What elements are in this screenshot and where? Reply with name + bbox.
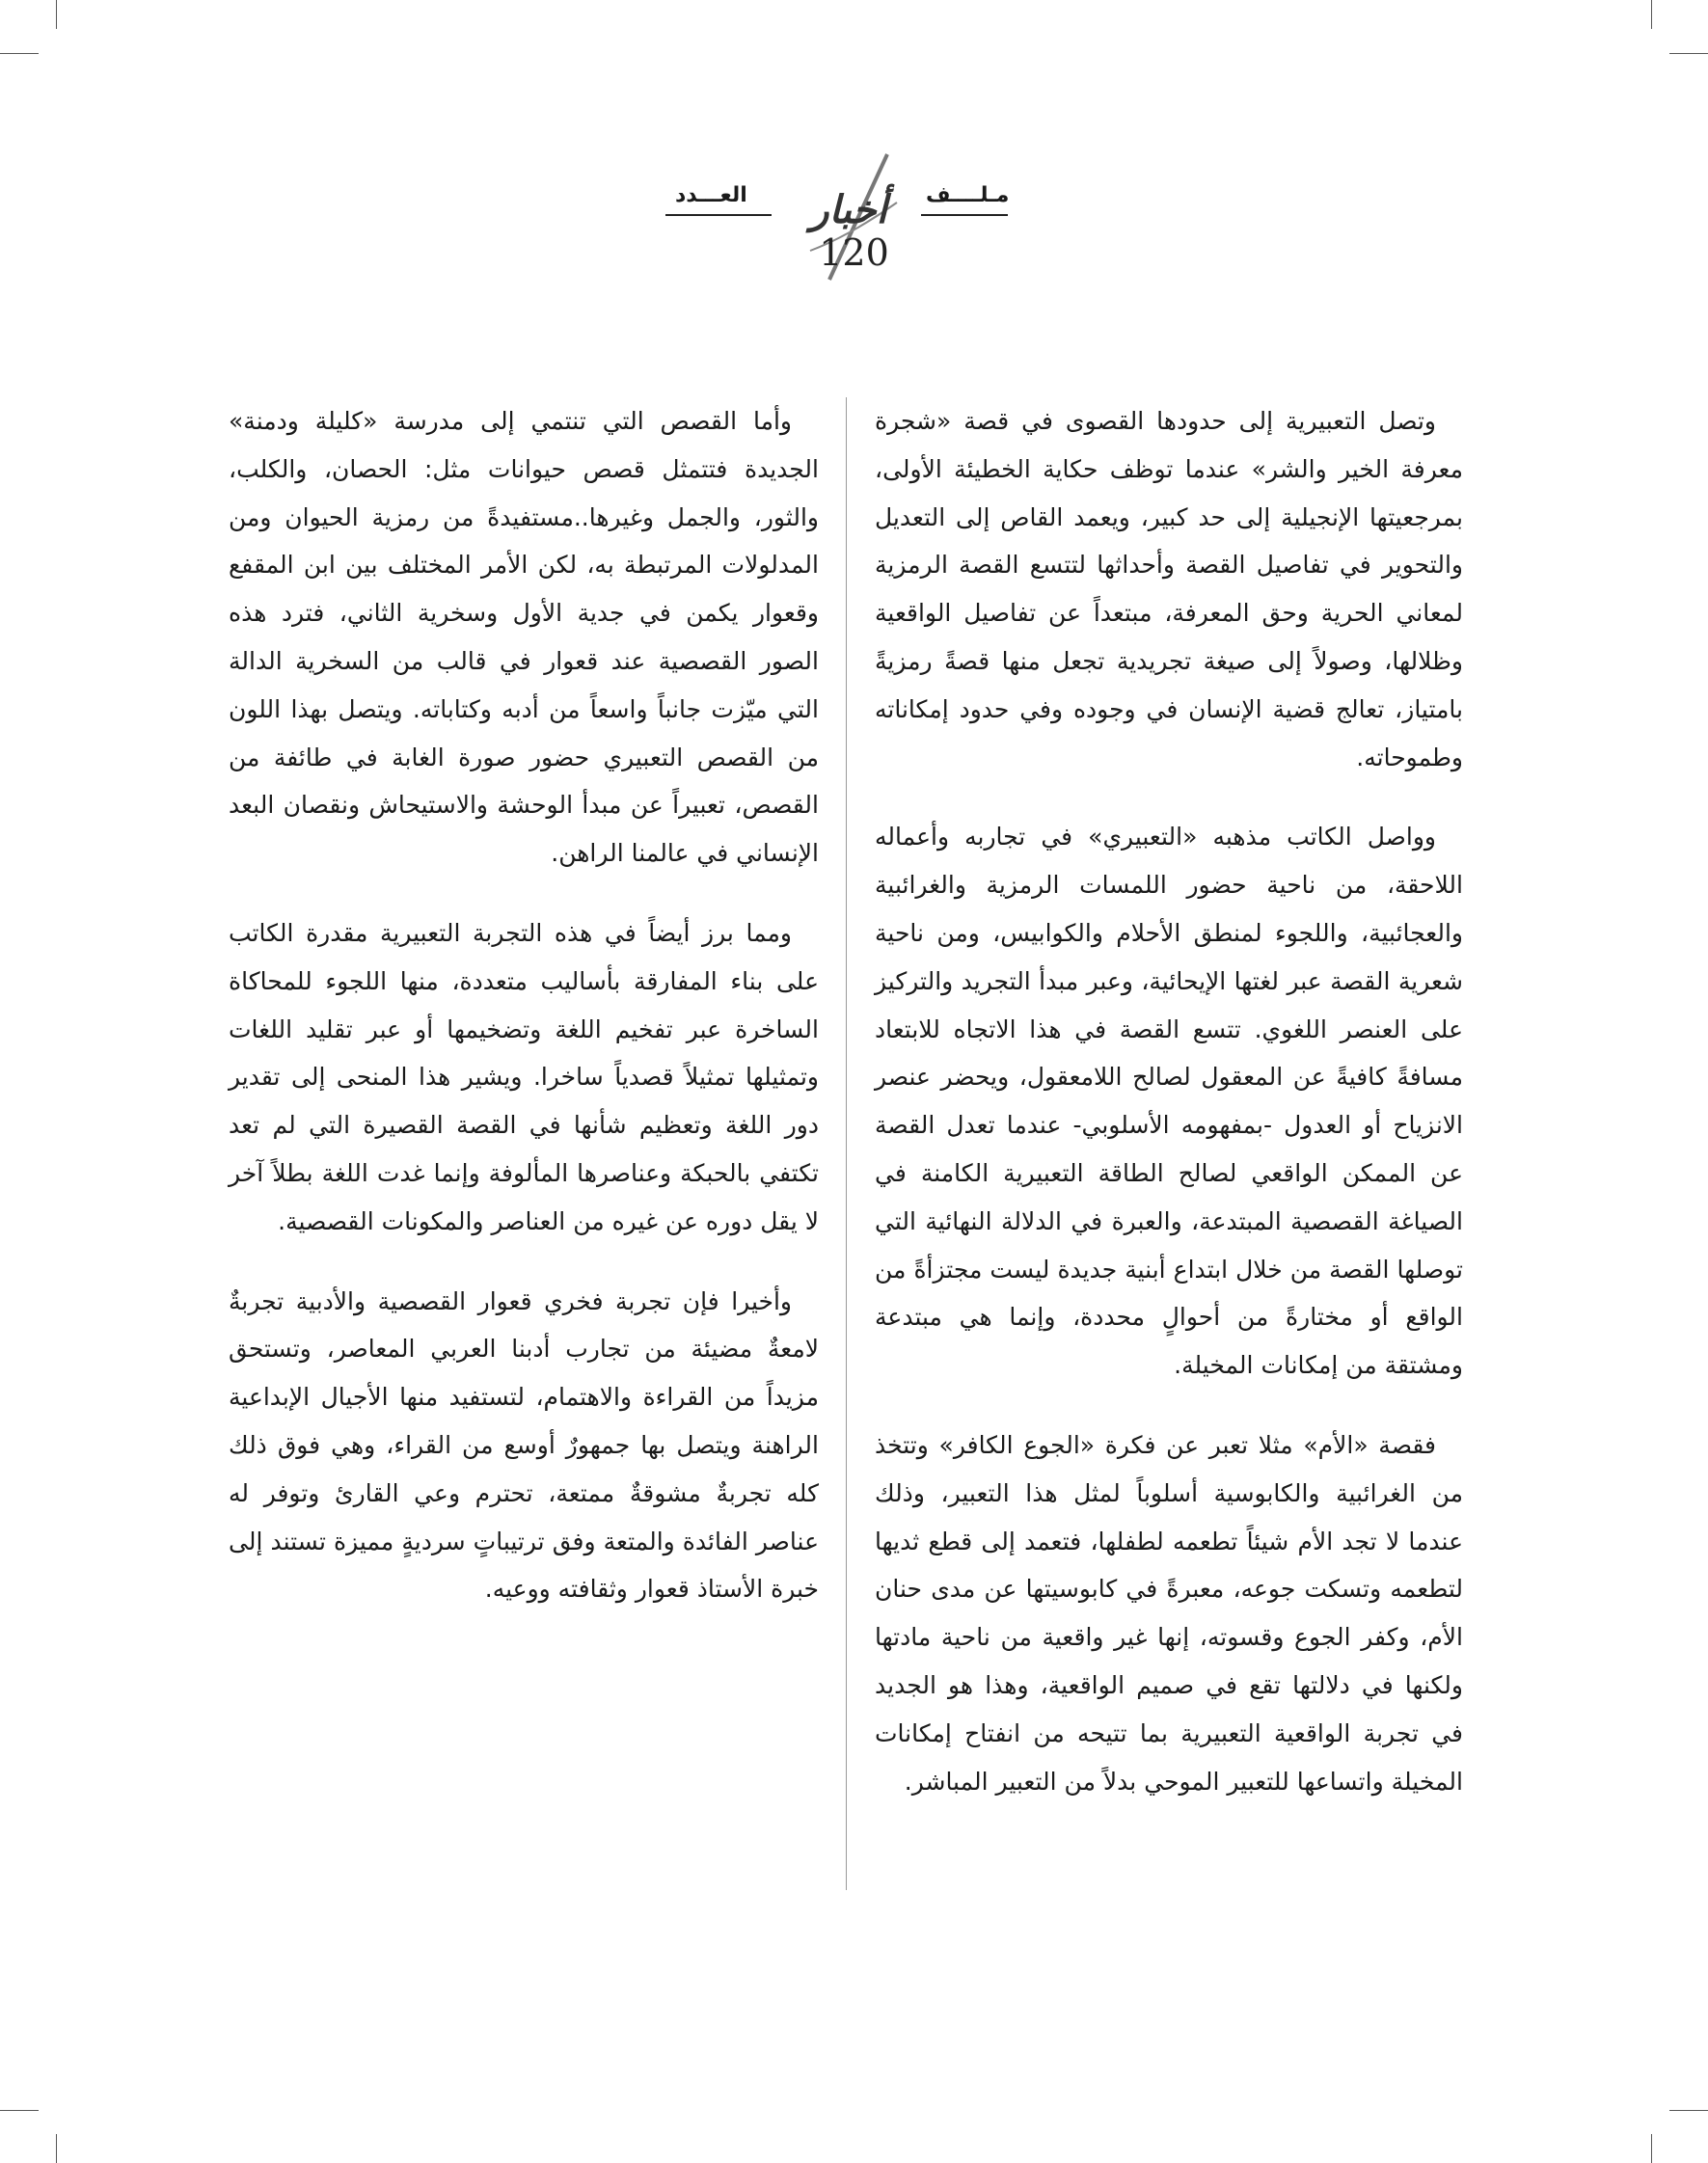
- paragraph: فقصة «الأم» مثلا تعبر عن فكرة «الجوع الكافر» وتتخذ من الغرائبية والكابوسية أسلوباً لمثل هذا التعبير، وذلك عندما لا تجد الأم شيئاً تطعمه لطفلها، فتعمد إلى قطع ثديها لتطعمه وتسكت جوعه، معبرةً في كابوسيتها عن مدى حنان الأم، وكفر الجوع وقسوته، إنها غير واقعية من ناحية مادتها ولكنها في دلالتها تقع في صميم الواقعية، وهذا هو الجديد في تجربة الواقعية التعبيرية بما تتيحه من انفتاح إمكانات المخيلة واتساعها للتعبير الموحي بدلاً من التعبير المباشر.: [875, 1430, 1463, 1796]
- paragraph: وأخيرا فإن تجربة فخري قعوار القصصية والأدبية تجربةٌ لامعةٌ مضيئة من تجارب أدبنا العربي المعاصر، وتستحق مزيداً من القراءة والاهتمام، لتستفيد منها الأجيال الإبداعية الراهنة ويتصل بها جمهورٌ أوسع من القراء، وهي فوق ذلك كله تجربةٌ مشوقةٌ ممتعة، تحترم وعي القارئ وتوفر له عناصر الفائدة والمتعة وفق ترتيباتٍ سرديةٍ مميزة تستند إلى خبرة الأستاذ قعوار وثقافته ووعيه.: [229, 1286, 819, 1604]
- column-divider: [846, 397, 847, 1890]
- page-header: [0, 145, 1708, 289]
- logo-text: أخبار: [810, 187, 887, 232]
- text-column-right: [875, 397, 1463, 1837]
- paragraph: وأما القصص التي تنتمي إلى مدرسة «كليلة ودمنة» الجديدة فتتمثل قصص حيوانات مثل: الحصان، والكلب، والثور، والجمل وغيرها..مستفيدةً من رمزية الحيوان ومن المدلولات المرتبطة به، لكن الأمر المختلف بين ابن المقفع وقعوار يكمن في جدية الأول وسخرية الثاني، فترد هذه الصور القصصية عند قعوار في قالب من السخرية الدالة التي ميّزت جانباً واسعاً من أدبه وكتاباته. ويتصل بهذا اللون من القصص التعبيري حضور صورة الغابة في طائفة من القصص، تعبيراً عن مبدأ الوحشة والاستيحاش ونقصان البعد الإنساني في عالمنا الراهن.: [229, 407, 819, 868]
- crop-mark: [0, 53, 39, 54]
- crop-mark: [56, 0, 57, 29]
- crop-mark: [1669, 2110, 1708, 2111]
- crop-mark: [1651, 2134, 1652, 2163]
- header-right-word: مـلــــف: [926, 183, 1010, 207]
- crop-mark: [1669, 53, 1708, 54]
- crop-mark: [56, 2134, 57, 2163]
- page-number: 120: [819, 231, 889, 274]
- paragraph: ومما برز أيضاً في هذه التجربة التعبيرية مقدرة الكاتب على بناء المفارقة بأساليب متعددة، منها اللجوء للمحاكاة الساخرة عبر تفخيم اللغة وتضخيمها أو عبر تقليد اللغات وتمثيلها تمثيلاً قصدياً ساخرا. ويشير هذا المنحى إلى تقدير دور اللغة وتعظيم شأنها في القصة القصيرة التي لم تعد تكتفي بالحبكة وعناصرها المألوفة وإنما غدت اللغة بطلاً آخر لا يقل دوره عن غيره من العناصر والمكونات القصصية.: [229, 918, 819, 1235]
- text-column-left: [229, 397, 819, 1645]
- header-left-word: العـــدد: [675, 183, 747, 207]
- crop-mark: [0, 2110, 39, 2111]
- crop-mark: [1651, 0, 1652, 29]
- paragraph: وواصل الكاتب مذهبه «التعبيري» في تجاربه وأعماله اللاحقة، من ناحية حضور اللمسات الرمزية والغرائبية والعجائبية، واللجوء لمنطق الأحلام والكوابيس، ومن ناحية شعرية القصة عبر لغتها الإيحائية، وعبر مبدأ التجريد والتركيز على العنصر اللغوي. تتسع القصة في هذا الاتجاه للابتعاد مسافةً كافيةً عن المعقول لصالح اللامعقول، ويحضر عنصر الانزياح أو العدول -بمفهومه الأسلوبي- عندما تعدل القصة عن الممكن الواقعي لصالح الطاقة التعبيرية الكامنة في الصياغة القصصية المبتدعة، والعبرة في الدلالة النهائية التي توصلها القصة من خلال ابتداع أبنية جديدة ليست مجتزأةً من الواقع أو مختارةً من أحوالٍ محددة، وإنما هي مبتدعة ومشتقة من إمكانات المخيلة.: [875, 823, 1463, 1380]
- paragraph: وتصل التعبيرية إلى حدودها القصوى في قصة «شجرة معرفة الخير والشر» عندما توظف حكاية الخطيئة الأولى، بمرجعيتها الإنجيلية إلى حد كبير، ويعمد القاص إلى التعديل والتحوير في تفاصيل القصة وأحداثها لتتسع القصة الرمزية لمعاني الحرية وحق المعرفة، مبتعداً عن تفاصيل الواقعية وظلالها، وصولاً إلى صيغة تجريدية تجعل منها قصةً رمزيةً بامتياز، تعالج قضية الإنسان في وجوده وفي حدود إمكاناته وطموحاته.: [875, 407, 1463, 771]
